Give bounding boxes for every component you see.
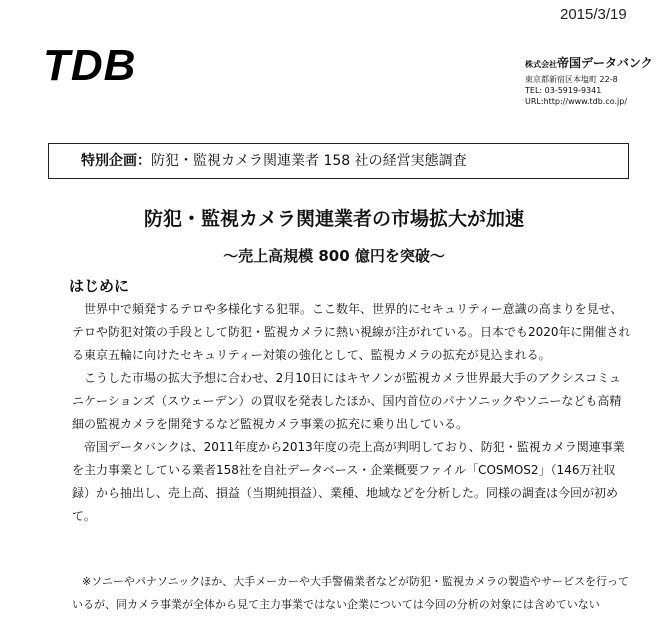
note-text: ※ソニーやパナソニックほか、大手メーカーや大手警備業者などが防犯・監視カメラの製造やサービスを行っているが、同カメラ事業が全体から見て主力事業ではない企業については今回の分析の対象には含めていない bbox=[72, 575, 630, 611]
section-heading: はじめに bbox=[69, 277, 130, 295]
page-subtitle: ～売上高規模 800 億円を突破～ bbox=[223, 247, 445, 265]
tdb-logo: TDB bbox=[43, 41, 137, 90]
special-feature-box bbox=[48, 143, 629, 179]
report-date: 2015/3/19 bbox=[560, 6, 627, 23]
paragraph: 帝国データバンクは、2011年度から2013年度の売上高が判明しており、防犯・監視カメラ関連事業を主力事業としている業者158社を自社データベース・企業概要ファイル「COSMOS2」（146万社収録）から抽出し、売上高、損益（当期純損益）、業種、地域などを分析した。同様の調査は今回が初めて。 bbox=[72, 440, 625, 523]
company-url: URL:http://www.tdb.co.jp/ bbox=[525, 97, 628, 106]
special-feature-text: 防犯・監視カメラ関連業者 158 社の経営実態調査 bbox=[151, 153, 467, 169]
company-prefix: 株式会社 bbox=[525, 60, 557, 69]
company-tel: TEL: 03-5919-9341 bbox=[525, 86, 602, 95]
company-name-line bbox=[525, 56, 653, 72]
company-info bbox=[525, 56, 653, 107]
page-title: 防犯・監視カメラ関連業者の市場拡大が加速 bbox=[143, 208, 524, 230]
company-address: 東京都新宿区本塩町 22-8 bbox=[525, 75, 618, 84]
footnote bbox=[72, 570, 632, 616]
body-text bbox=[72, 298, 632, 528]
company-name: 帝国データバンク bbox=[557, 56, 653, 70]
paragraph: 世界中で頻発するテロや多様化する犯罪。ここ数年、世界的にセキュリティー意識の高まりを見せ、テロや防犯対策の手段として防犯・監視カメラに熱い視線が注がれている。日本でも2020年に開催される東京五輪に向けたセキュリティー対策の強化として、監視カメラの拡充が見込まれる。 bbox=[72, 302, 631, 362]
special-feature-label: 特別企画： bbox=[81, 153, 151, 169]
paragraph: こうした市場の拡大予想に合わせ、2月10日にはキヤノンが監視カメラ世界最大手のアクシスコミュニケーションズ（スウェーデン）の買収を発表したほか、国内首位のパナソニックやソニーなども高精細の監視カメラを開発するなど監視カメラ事業の拡充に乗り出している。 bbox=[72, 371, 622, 431]
